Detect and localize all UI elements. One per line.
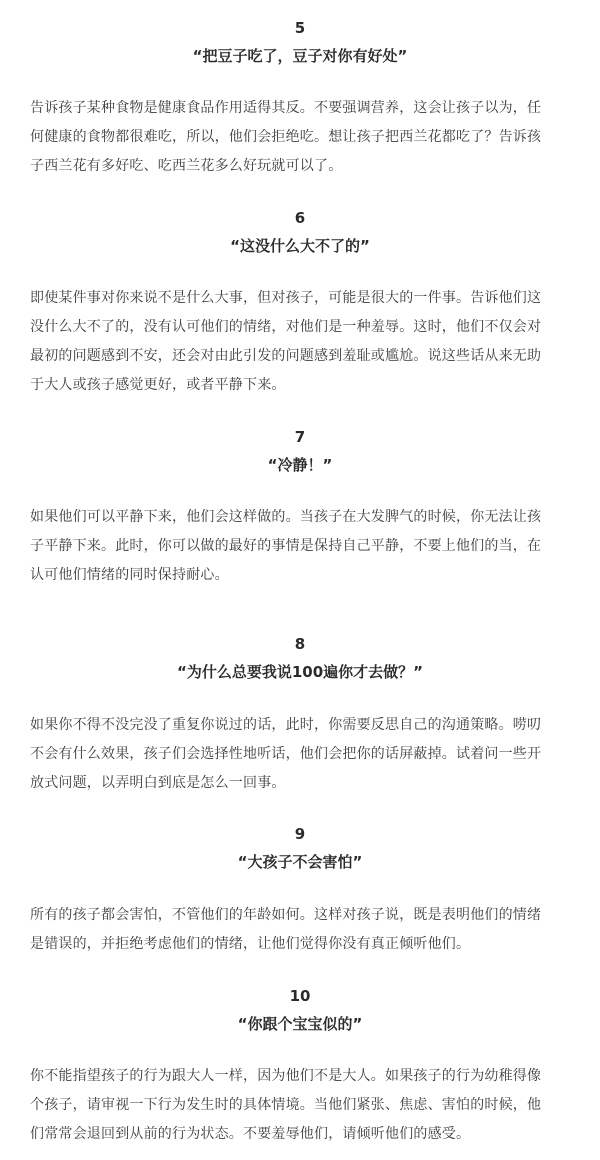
paragraph-line: 如果他们可以平静下来，他们会这样做的。当孩子在大发脾气的时候，你无法让孩 [30, 509, 542, 525]
item-number: 9 [294, 825, 306, 843]
item-title: “这没什么大不了的” [230, 237, 370, 255]
item-paragraph [30, 901, 572, 959]
item-title: “你跟个宝宝似的” [237, 1015, 363, 1033]
item-number: 7 [294, 428, 306, 446]
item-paragraph [30, 711, 572, 798]
item-title: “冷静！” [267, 456, 333, 474]
item-number: 10 [289, 987, 311, 1005]
item-title: “把豆子吃了，豆子对你有好处” [192, 47, 408, 65]
item-paragraph [30, 1062, 572, 1149]
paragraph-line: 是错误的，并拒绝考虑他们的情绪，让他们觉得你没有真正倾听他们。 [30, 936, 471, 952]
paragraph-line: 认可他们情绪的同时保持耐心。 [30, 567, 229, 583]
item-title: “为什么总要我说100遍你才去做？” [176, 663, 424, 681]
paragraph-line: 子西兰花有多好吃、吃西兰花多么好玩就可以了。 [30, 158, 343, 174]
paragraph-line: 即使某件事对你来说不是什么大事，但对孩子，可能是很大的一件事。告诉他们这 [30, 290, 542, 306]
paragraph-line: 不会有什么效果，孩子们会选择性地听话，他们会把你的话屏蔽掉。试着问一些开 [30, 746, 542, 762]
paragraph-line: 告诉孩子某种食物是健康食品作用适得其反。不要强调营养，这会让孩子以为，任 [30, 100, 542, 116]
paragraph-line: 子平静下来。此时，你可以做的最好的事情是保持自己平静，不要上他们的当，在 [30, 538, 542, 554]
paragraph-line: 何健康的食物都很难吃，所以，他们会拒绝吃。想让孩子把西兰花都吃了？告诉孩 [30, 129, 542, 145]
paragraph-line: 没什么大不了的，没有认可他们的情绪，对他们是一种羞辱。这时，他们不仅会对 [30, 319, 542, 335]
paragraph-line: 于大人或孩子感觉更好，或者平静下来。 [30, 377, 286, 393]
item-number: 8 [294, 635, 306, 653]
paragraph-line: 所有的孩子都会害怕，不管他们的年龄如何。这样对孩子说，既是表明他们的情绪 [30, 907, 542, 923]
item-paragraph [30, 503, 572, 590]
item-title: “大孩子不会害怕” [237, 853, 363, 871]
paragraph-line: 放式问题，以弄明白到底是怎么一回事。 [30, 775, 286, 791]
paragraph-line: 个孩子，请审视一下行为发生时的具体情境。当他们紧张、焦虑、害怕的时候，他 [30, 1097, 542, 1113]
paragraph-line: 们常常会退回到从前的行为状态。不要羞辱他们，请倾听他们的感受。 [30, 1126, 471, 1142]
paragraph-line: 最初的问题感到不安，还会对由此引发的问题感到羞耻或尴尬。说这些话从来无助 [30, 348, 542, 364]
item-paragraph [30, 94, 572, 181]
item-paragraph [30, 284, 572, 400]
item-number: 6 [294, 209, 306, 227]
item-number: 5 [294, 19, 306, 37]
paragraph-line: 你不能指望孩子的行为跟大人一样，因为他们不是大人。如果孩子的行为幼稚得像 [30, 1068, 542, 1084]
paragraph-line: 如果你不得不没完没了重复你说过的话，此时，你需要反思自己的沟通策略。唠叨 [30, 717, 542, 733]
